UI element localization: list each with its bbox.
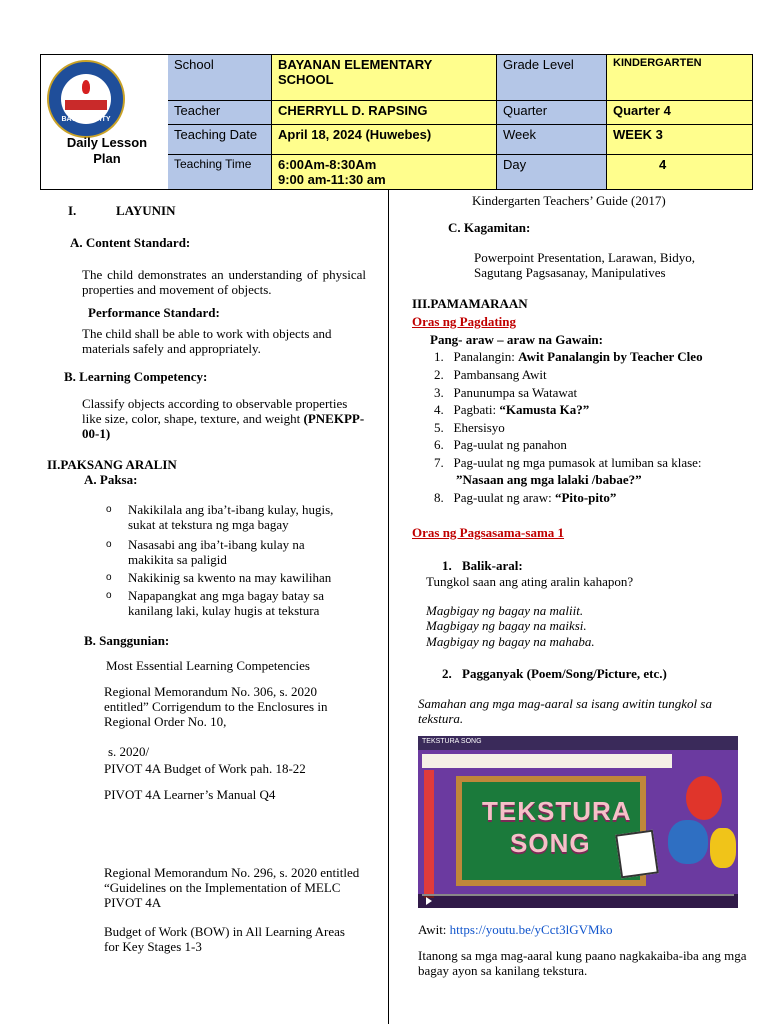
teacher-value: CHERRYLL D. RAPSING	[272, 101, 497, 125]
balik-aral-label: Balik-aral:	[462, 558, 523, 573]
column-divider	[388, 190, 389, 1024]
video-controls	[418, 894, 738, 908]
sanggunian-label: B. Sanggunian:	[84, 633, 170, 648]
gawain-item: 8. Pag-uulat ng araw: “Pito-pito”	[434, 490, 617, 505]
kagamitan-label: C. Kagamitan:	[448, 220, 531, 235]
gawain-item-7-line-2: ”Nasaan ang mga lalaki /babae?”	[456, 472, 642, 487]
reference-4: PIVOT 4A Learner’s Manual Q4	[104, 787, 276, 802]
reference-3b: PIVOT 4A Budget of Work pah. 18-22	[104, 761, 306, 776]
week-label: Week	[497, 125, 607, 155]
pagganyak-number: 2.	[442, 666, 452, 681]
pagganyak-text: Samahan ang mga mag-aaral sa isang awitin tungkol sa tekstura.	[418, 696, 712, 726]
time-value-1: 6:00Am-8:30Am	[278, 157, 377, 172]
gawain-label: Pang- araw – araw na Gawain:	[430, 332, 603, 347]
bullet-icon: o	[106, 590, 112, 601]
monster-icon	[668, 820, 708, 864]
section-3-title: III.PAMAMARAAN	[412, 296, 528, 311]
teacher-label: Teacher	[168, 101, 272, 125]
section-1-number: I.	[68, 203, 77, 218]
performance-standard-label: Performance Standard:	[88, 305, 220, 320]
question-2: Magbigay ng bagay na maiksi.	[426, 618, 587, 633]
bullet-icon: o	[106, 539, 112, 550]
paksa-label: A. Paksa:	[84, 472, 138, 487]
balik-aral-number: 1.	[442, 558, 452, 573]
grade-value: KINDERGARTEN	[607, 55, 752, 101]
reference-6: Budget of Work (BOW) in All Learning Areas for Key Stages 1-3	[104, 924, 345, 954]
reference-1: Most Essential Learning Competencies	[106, 658, 310, 673]
school-value: BAYANAN ELEMENTARY SCHOOL	[272, 55, 497, 101]
document-title: Daily Lesson Plan	[66, 135, 148, 166]
pagganyak-label: Pagganyak (Poem/Song/Picture, etc.)	[462, 666, 667, 681]
gawain-item: 3. Panunumpa sa Watawat	[434, 385, 578, 400]
time-value-2: 9:00 am-11:30 am	[278, 172, 386, 187]
grade-label: Grade Level	[497, 55, 607, 101]
video-progress-bar[interactable]	[422, 894, 734, 896]
torch-icon	[82, 80, 90, 94]
question-3: Magbigay ng bagay na mahaba.	[426, 634, 595, 649]
video-link[interactable]: https://youtu.be/yCct3lGVMko	[449, 922, 613, 937]
chalkboard	[456, 776, 646, 886]
section-2-title: II.PAKSANG ARALIN	[47, 457, 177, 472]
balik-aral-text: Tungkol saan ang ating aralin kahapon?	[426, 574, 634, 589]
time-label: Teaching Time	[168, 155, 272, 189]
quarter-value: Quarter 4	[607, 101, 752, 125]
gawain-item: 2. Pambansang Awit	[434, 367, 547, 382]
question-1: Magbigay ng bagay na maliit.	[426, 603, 584, 618]
monster-icon	[686, 776, 722, 820]
school-seal-logo	[47, 60, 125, 138]
pencil-icon	[424, 770, 434, 898]
school-label: School	[168, 55, 272, 101]
kagamitan-text: Powerpoint Presentation, Larawan, Bidyo, Sagutang Pagsasanay, Manipulatives	[474, 250, 695, 280]
day-label: Day	[497, 155, 607, 189]
performance-standard-text: The child shall be able to work with objects and materials safely and appropriately.	[82, 326, 332, 356]
reference-3a: s. 2020/	[108, 744, 150, 759]
sign-icon	[615, 830, 659, 879]
competency-code: (PNEKPP-00-1)	[82, 411, 365, 441]
gawain-item: 4. Pagbati: “Kamusta Ka?”	[434, 402, 590, 417]
video-title-2: SONG	[510, 828, 591, 858]
learning-competency-label: B. Learning Competency:	[64, 369, 208, 384]
date-value: April 18, 2024 (Huwebes)	[272, 125, 497, 155]
gawain-item: 7. Pag-uulat ng mga pumasok at lumiban sa klase:	[434, 455, 702, 470]
quarter-label: Quarter	[497, 101, 607, 125]
content-standard-label: A. Content Standard:	[70, 235, 191, 250]
itanong-text: Itanong sa mga mag-aaral kung paano nagkakaiba-iba ang mga bagay ayon sa kanilang tekstura.	[418, 948, 747, 978]
bullet-icon: o	[106, 504, 112, 515]
play-icon[interactable]	[426, 897, 432, 905]
paksa-item: Nasasabi ang iba’t-ibang kulay na makikita sa paligid	[128, 537, 305, 567]
time-value	[272, 155, 497, 189]
teachers-guide: Kindergarten Teachers’ Guide (2017)	[472, 193, 666, 208]
bullet-icon: o	[106, 572, 112, 583]
learning-competency-text: Classify objects according to observable properties like size, color, shape, texture, and weight (PNEKPP-00-1)	[82, 396, 365, 441]
date-label: Teaching Date	[168, 125, 272, 155]
seal-text: BACOOR CITY	[61, 116, 111, 123]
monster-icon	[710, 828, 736, 868]
logo-cell	[41, 55, 169, 189]
awit-line: Awit: https://youtu.be/yCct3lGVMko	[418, 922, 613, 937]
video-title-1: TEKSTURA	[482, 796, 632, 826]
gawain-item: 1. Panalangin: Awit Panalangin by Teacher Cleo	[434, 349, 703, 364]
day-value: 4	[607, 155, 752, 189]
gawain-item: 5. Ehersisyo	[434, 420, 505, 435]
video-small-title: TEKSTURA SONG	[422, 738, 482, 745]
paksa-item: Nakikinig sa kwento na may kawilihan	[128, 570, 332, 585]
paksa-item: Napapangkat ang mga bagay batay sa kanilang laki, kulay hugis at tekstura	[128, 588, 325, 618]
section-1-title: LAYUNIN	[116, 203, 176, 218]
oras-pagdating-heading: Oras ng Pagdating	[412, 314, 517, 329]
week-value: WEEK 3	[607, 125, 752, 155]
gawain-item: 6. Pag-uulat ng panahon	[434, 437, 567, 452]
paksa-item: Nakikilala ang iba’t-ibang kulay, hugis, sukat at tekstura ng mga bagay	[128, 502, 334, 532]
reference-2: Regional Memorandum No. 306, s. 2020 entitled” Corrigendum to the Enclosures in Regional Order No. 10,	[104, 684, 328, 729]
reference-5: Regional Memorandum No. 296, s. 2020 entitled “Guidelines on the Implementation of MELC PIVOT 4A	[104, 865, 360, 910]
alphabet-strip	[422, 754, 672, 768]
header-table	[40, 54, 753, 190]
oras-pagsasama-heading: Oras ng Pagsasama-sama 1	[412, 525, 565, 540]
video-thumbnail[interactable]	[418, 736, 738, 908]
content-standard-text: The child demonstrates an understanding of physical properties and movement of objects.	[82, 267, 366, 297]
